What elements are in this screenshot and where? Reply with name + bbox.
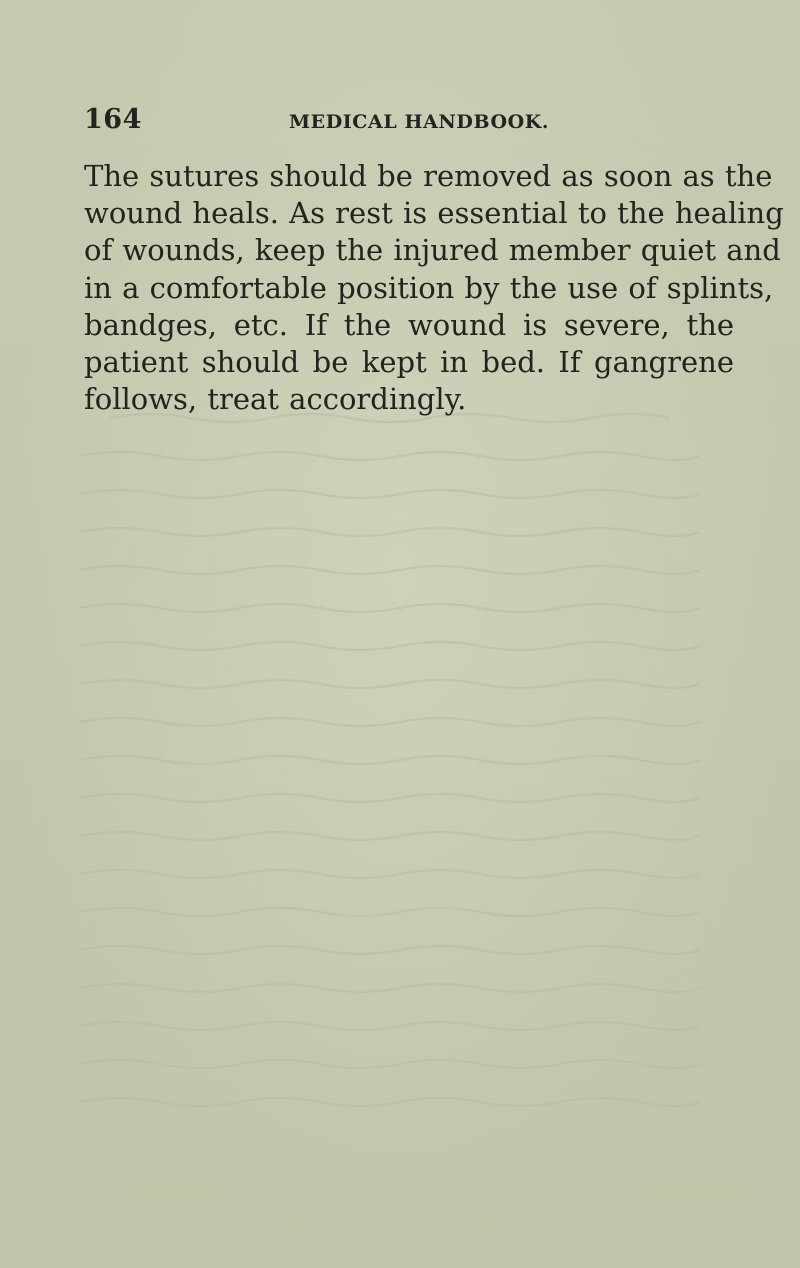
page-number: 164 [84,104,142,135]
text-line: patient should be kept in bed. If gangrene [84,345,734,380]
body-paragraph [84,158,784,418]
text-line: The sutures should be removed as soon as the [84,159,773,193]
page-header [84,104,724,144]
text-line: follows, treat accordingly. [84,382,467,417]
text-line: in a comfortable position by the use of splints, [84,270,774,305]
text-line: bandges, etc. If the wound is severe, the [84,307,734,342]
text-line: wound heals. As rest is essential to the healing [84,196,784,231]
running-title: MEDICAL HANDBOOK. [289,111,550,133]
text-line: of wounds, keep the injured member quiet and [84,233,781,268]
